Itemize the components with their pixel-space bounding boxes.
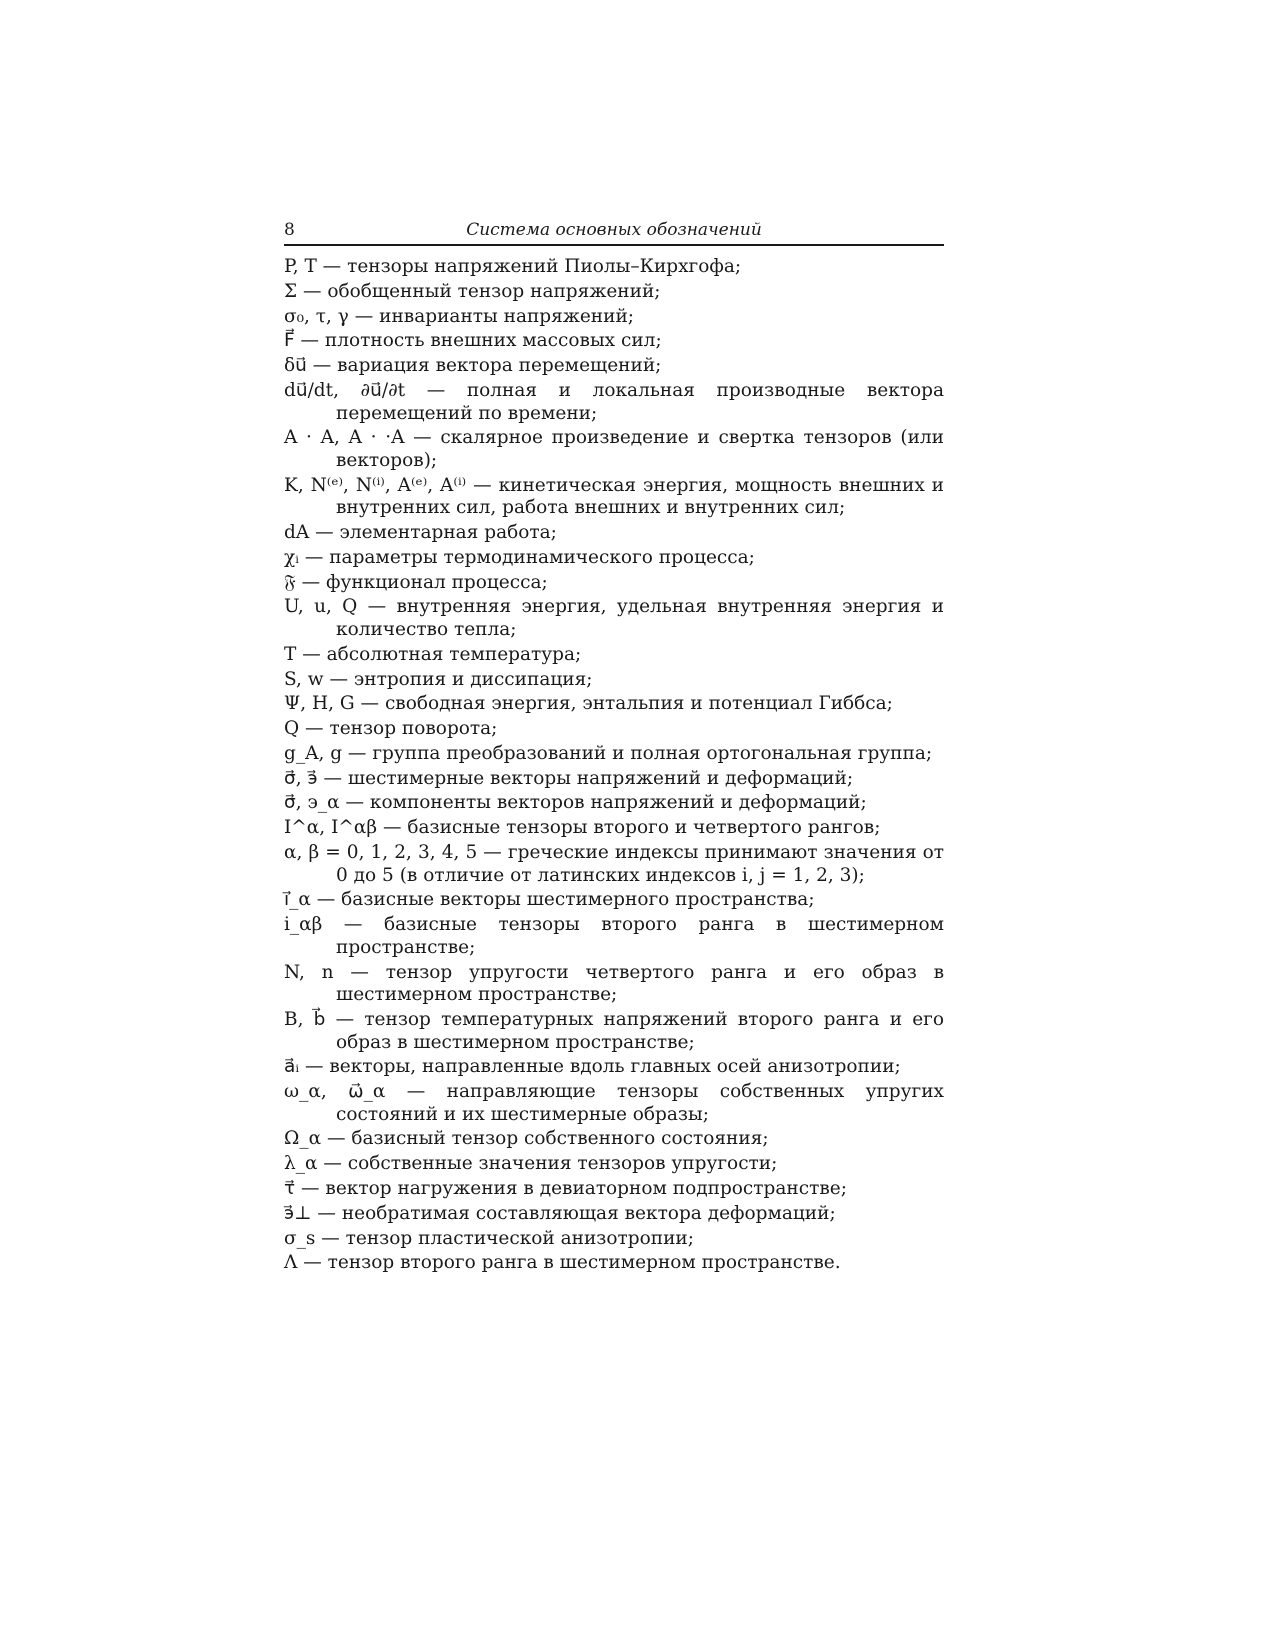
notation-symbol: N, n — [284,961,369,983]
notation-entry [284,427,944,472]
notation-description: плотность внешних массовых сил; [324,330,662,352]
notation-entry [284,1128,944,1151]
notation-entry [284,1153,944,1176]
notation-entry [284,355,944,378]
notation-entry [284,547,944,570]
notation-symbol: du⃗/dt, ∂u⃗/∂t — [284,379,446,401]
notation-symbol: δu⃗ — [284,355,332,377]
notation-entry [284,1009,944,1054]
notation-description: группа преобразований и полная ортогональная группа; [372,742,933,764]
notation-symbol: λ_α — [284,1153,342,1175]
notation-symbol: A · A, A · ·A — [284,427,432,449]
notation-description: инварианты напряжений; [379,305,635,327]
notation-symbol: σ_s — [284,1227,340,1249]
notation-symbol: Σ — [284,280,322,302]
notation-entry [284,1252,944,1275]
notation-entry [284,1081,944,1126]
notation-description: базисные векторы шестимерного пространства; [341,889,815,911]
notation-description: тензор второго ранга в шестимерном пространстве. [327,1252,841,1274]
notation-entry [284,380,944,425]
notation-description: функционал процесса; [325,571,548,593]
notation-entry [284,475,944,520]
notation-entry [284,889,944,912]
notation-entry [284,572,944,595]
notation-symbol: Λ — [284,1252,322,1274]
notation-symbol: I^α, I^αβ — [284,817,402,839]
notation-description: тензор поворота; [329,718,498,740]
notation-symbol: i_αβ — [284,914,363,936]
notation-entry [284,644,944,667]
page [284,218,944,1277]
running-title: Система основных обозначений [466,220,762,240]
notation-description: вектор нагружения в девиаторном подпространстве; [325,1178,847,1199]
notation-entry [284,1178,944,1201]
notation-entry [284,743,944,766]
notation-description: греческие индексы принимают значения от 0 до 5 (в отличие от латинских индексов i, j = 1, 2, 3); [336,842,944,886]
notation-entry [284,817,944,840]
notation-description: базисные тензоры второго ранга в шестимерном пространстве; [336,914,944,958]
notation-symbol: Q — [284,718,324,740]
notation-symbol: T — [284,643,321,665]
notation-description: тензор упругости четвертого ранга и его образ в шестимерном пространстве; [336,961,944,1006]
notation-symbol: τ⃗ — [284,1178,320,1199]
notation-entry [284,330,944,353]
notation-list [284,256,944,1275]
notation-entry [284,256,944,279]
notation-symbol: ω_α, ω⃗_α — [284,1081,426,1103]
notation-entry [284,914,944,959]
notation-entry [284,1056,944,1079]
notation-symbol: 𝔉 — [284,571,321,593]
notation-description: векторы, направленные вдоль главных осей анизотропии; [329,1056,901,1078]
notation-symbol: α, β = 0, 1, 2, 3, 4, 5 — [284,842,502,863]
notation-entry [284,669,944,692]
notation-description: энтропия и диссипация; [353,668,593,690]
notation-entry [284,1228,944,1251]
notation-entry [284,693,944,716]
notation-symbol: a⃗ᵢ — [284,1056,324,1078]
notation-description: базисные тензоры второго и четвертого рангов; [407,817,881,839]
notation-symbol: Ψ, H, G — [284,693,380,715]
notation-entry [284,522,944,545]
notation-description: вариация вектора перемещений; [337,355,662,377]
notation-symbol: P, T — [284,256,342,277]
notation-entry [284,792,944,815]
notation-entry [284,842,944,887]
page-header [284,218,944,246]
notation-description: тензоры напряжений Пиолы–Кирхгофа; [347,256,742,277]
notation-description: скалярное произведение и свертка тензоров (или векторов); [336,427,944,471]
notation-symbol: Ω_α — [284,1128,346,1150]
notation-symbol: dA — [284,522,334,544]
notation-entry [284,306,944,329]
notation-description: обобщенный тензор напряжений; [327,280,661,302]
page-number: 8 [284,220,295,240]
notation-entry [284,596,944,641]
notation-description: базисный тензор собственного состояния; [351,1128,769,1150]
notation-symbol: S, w — [284,668,348,690]
notation-description: собственные значения тензоров упругости; [347,1153,778,1175]
notation-entry [284,1203,944,1226]
notation-entry [284,281,944,304]
notation-symbol: э⃗⊥ — [284,1202,336,1224]
notation-symbol: σ⃗, э⃗ — [284,767,343,789]
notation-description: абсолютная температура; [326,643,582,665]
notation-description: свободная энергия, энтальпия и потенциал Гиббса; [384,693,893,715]
notation-symbol: σ⃗, э_α — [284,792,364,814]
notation-entry [284,768,944,791]
notation-description: внутренняя энергия, удельная внутренняя энергия и количество тепла; [336,596,944,640]
notation-description: направляющие тензоры собственных упругих состояний и их шестимерные образы; [336,1081,944,1125]
notation-description: компоненты векторов напряжений и деформаций; [369,792,867,814]
notation-entry [284,718,944,741]
notation-symbol: K, N⁽ᵉ⁾, N⁽ⁱ⁾, A⁽ᵉ⁾, A⁽ⁱ⁾ — [284,474,492,496]
notation-symbol: i⃗_α — [284,889,336,911]
notation-symbol: U, u, Q — [284,596,387,618]
notation-description: параметры термодинамического процесса; [329,546,755,568]
notation-description: шестимерные векторы напряжений и деформаций; [347,767,854,789]
notation-symbol: σ₀, τ, γ — [284,305,374,327]
notation-description: необратимая составляющая вектора деформаций; [341,1202,836,1224]
notation-description: тензор пластической анизотропии; [345,1227,694,1249]
notation-description: полная и локальная производные вектора перемещений по времени; [336,379,944,424]
notation-description: элементарная работа; [339,522,557,544]
notation-symbol: B, b⃗ — [284,1008,355,1030]
notation-description: тензор температурных напряжений второго ранга и его образ в шестимерном пространстве; [336,1008,945,1053]
notation-symbol: χᵢ — [284,546,324,568]
notation-symbol: g_A, g — [284,742,367,764]
notation-symbol: F⃗ — [284,330,320,352]
notation-description: кинетическая энергия, мощность внешних и внутренних сил, работа внешних и внутренних сил; [336,474,944,519]
notation-entry [284,962,944,1007]
